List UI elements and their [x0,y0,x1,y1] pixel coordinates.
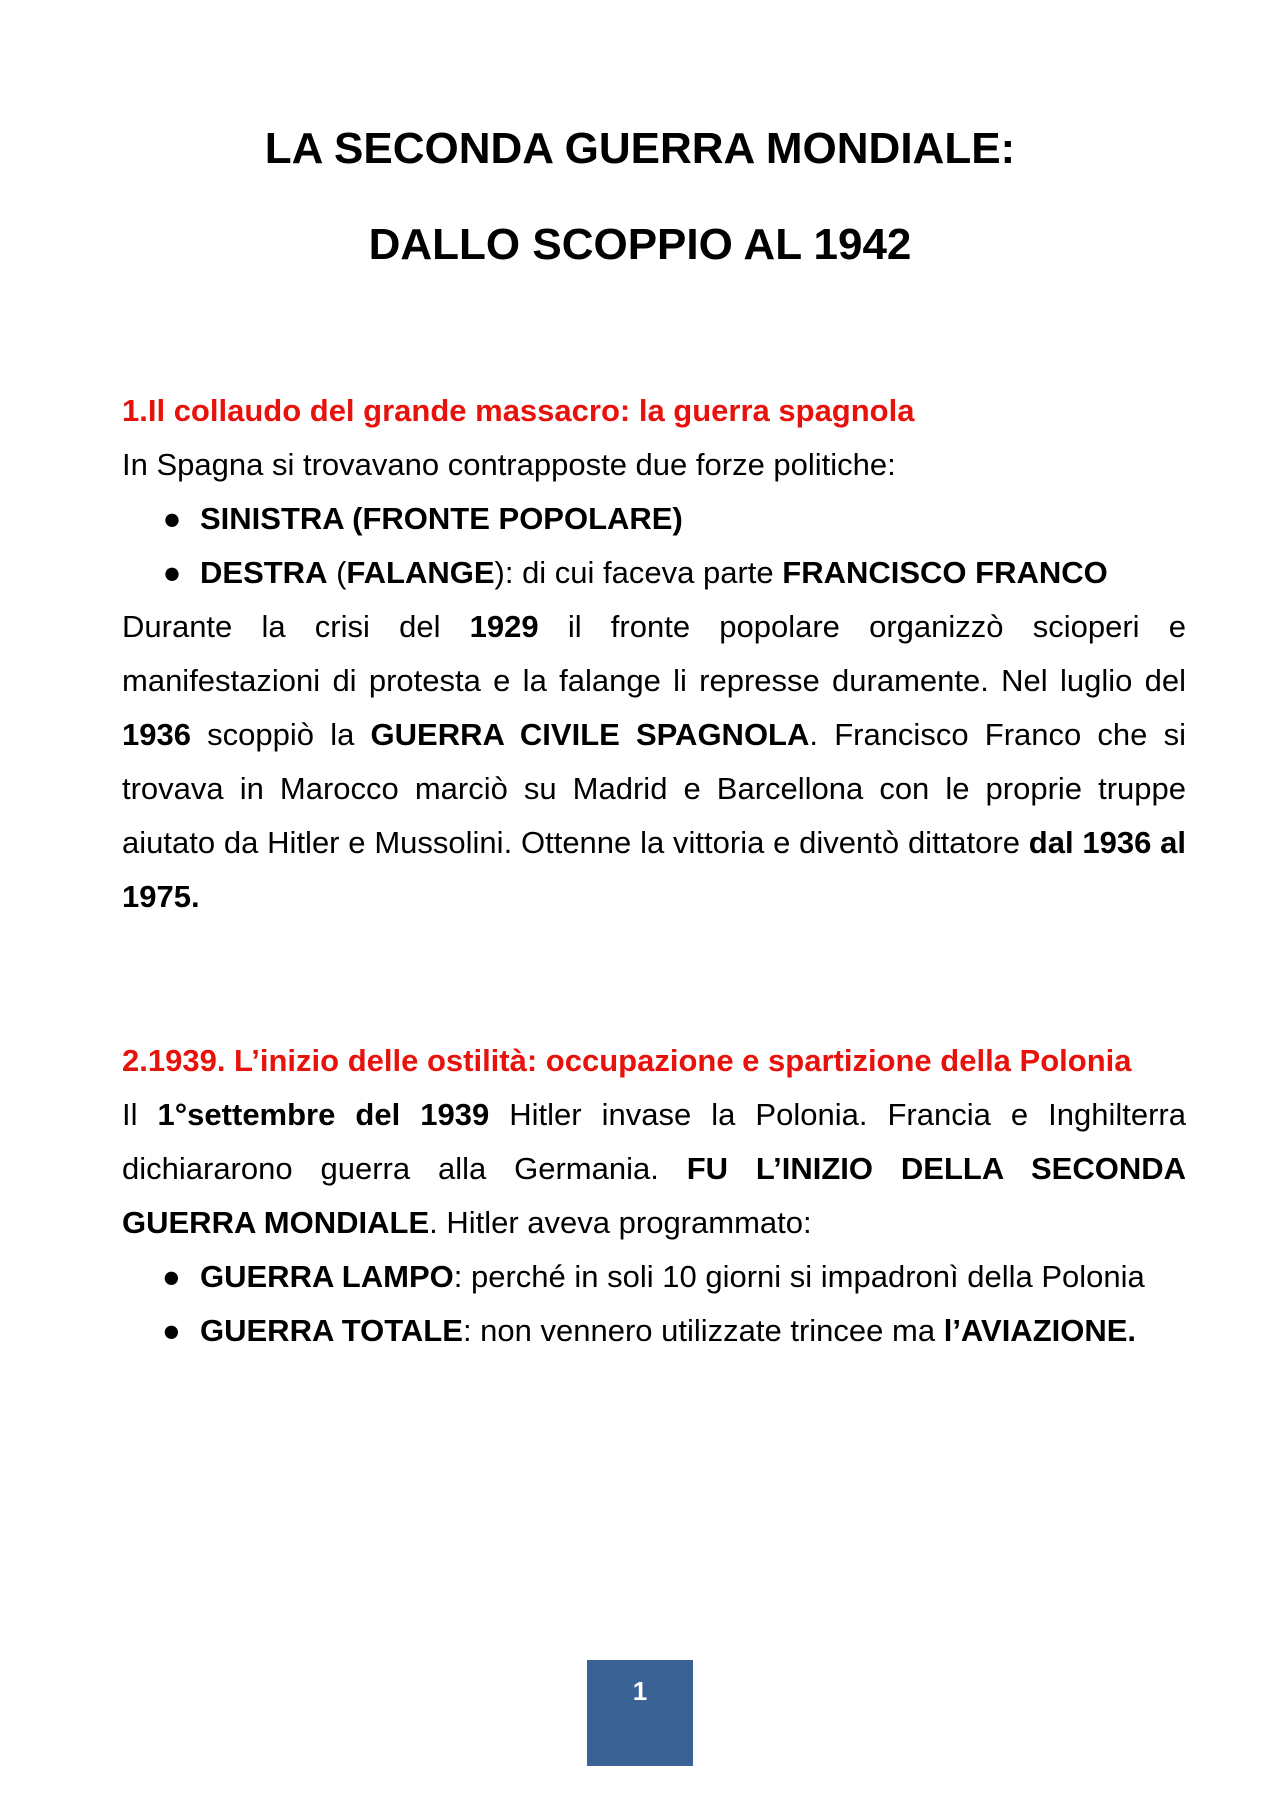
list-item [122,492,1186,546]
list-item [122,546,1186,600]
bullet-icon: ● [162,555,182,590]
paragraph-text: il fronte popolare organizzò scioperi e manifestazioni di protesta e la falange li represse duramente. Nel luglio del [122,609,1186,698]
paragraph-bold: dal 1936 al 1975. [122,825,1186,914]
page-number-badge [587,1660,693,1766]
paragraph-text: Durante la crisi del [122,609,470,644]
bullet-bold-guerra-lampo: GUERRA LAMPO [200,1259,454,1294]
bullet-bold-falange: FALANGE [346,555,495,590]
list-item [122,1250,1186,1304]
page-title-line-2: DALLO SCOPPIO AL 1942 [368,220,912,269]
bullet-icon: ● [162,1313,181,1348]
paragraph-text: Il [122,1097,158,1132]
paragraph-text: . Hitler aveva programmato: [429,1205,812,1240]
bullet-text: ( [327,555,347,590]
paragraph-text: scoppiò la [190,717,371,752]
bullet-bold-aviazione: l’AVIAZIONE. [943,1313,1137,1348]
paragraph-bold: 1936 [122,717,191,752]
bullet-icon: ● [162,1259,181,1294]
paragraph-bold: FU L’INIZIO DELLA SECONDA GUERRA MONDIALE [122,1151,1186,1240]
section-1-bullet-list [122,492,1186,600]
bullet-icon: ● [162,501,182,536]
section-2-paragraph [122,1088,1186,1250]
section-1-paragraph [122,600,1186,924]
paragraph-bold: 1°settembre del 1939 [157,1097,490,1132]
bullet-text-sinistra: SINISTRA (FRONTE POPOLARE) [200,501,683,536]
bullet-text: : perché in soli 10 giorni si impadronì della Polonia [453,1259,1145,1294]
bullet-bold-franco: FRANCISCO FRANCO [782,555,1108,590]
bullet-bold-guerra-totale: GUERRA TOTALE [200,1313,463,1348]
paragraph-text: . Francisco Franco che si trovava in Marocco marciò su Madrid e Barcellona con le proprie truppe aiutato da Hitler e Mussolini. Ottenne la vittoria e diventò dittatore [122,717,1186,860]
bullet-text: ): di cui faceva parte [494,555,783,590]
section-poland-invasion [122,1034,1186,1358]
bullet-text: : non vennero utilizzate trincee ma [462,1313,944,1348]
section-1-heading: 1.Il collaudo del grande massacro: la guerra spagnola [122,393,915,428]
page-number: 1 [632,1676,648,1706]
paragraph-text: Hitler invase la Polonia. Francia e Inghilterra dichiararono guerra alla Germania. [122,1097,1186,1186]
section-2-heading: 2.1939. L’inizio delle ostilità: occupazione e spartizione della Polonia [122,1043,1132,1078]
bullet-bold-destra: DESTRA [200,555,328,590]
section-spanish-civil-war [122,384,1186,924]
paragraph-bold: 1929 [469,609,539,644]
paragraph-bold: GUERRA CIVILE SPAGNOLA [370,717,810,752]
section-1-intro: In Spagna si trovavano contrapposte due forze politiche: [122,447,896,482]
page-title-line-1: LA SECONDA GUERRA MONDIALE: [264,124,1016,173]
section-2-bullet-list [122,1250,1186,1358]
list-item [122,1304,1186,1358]
